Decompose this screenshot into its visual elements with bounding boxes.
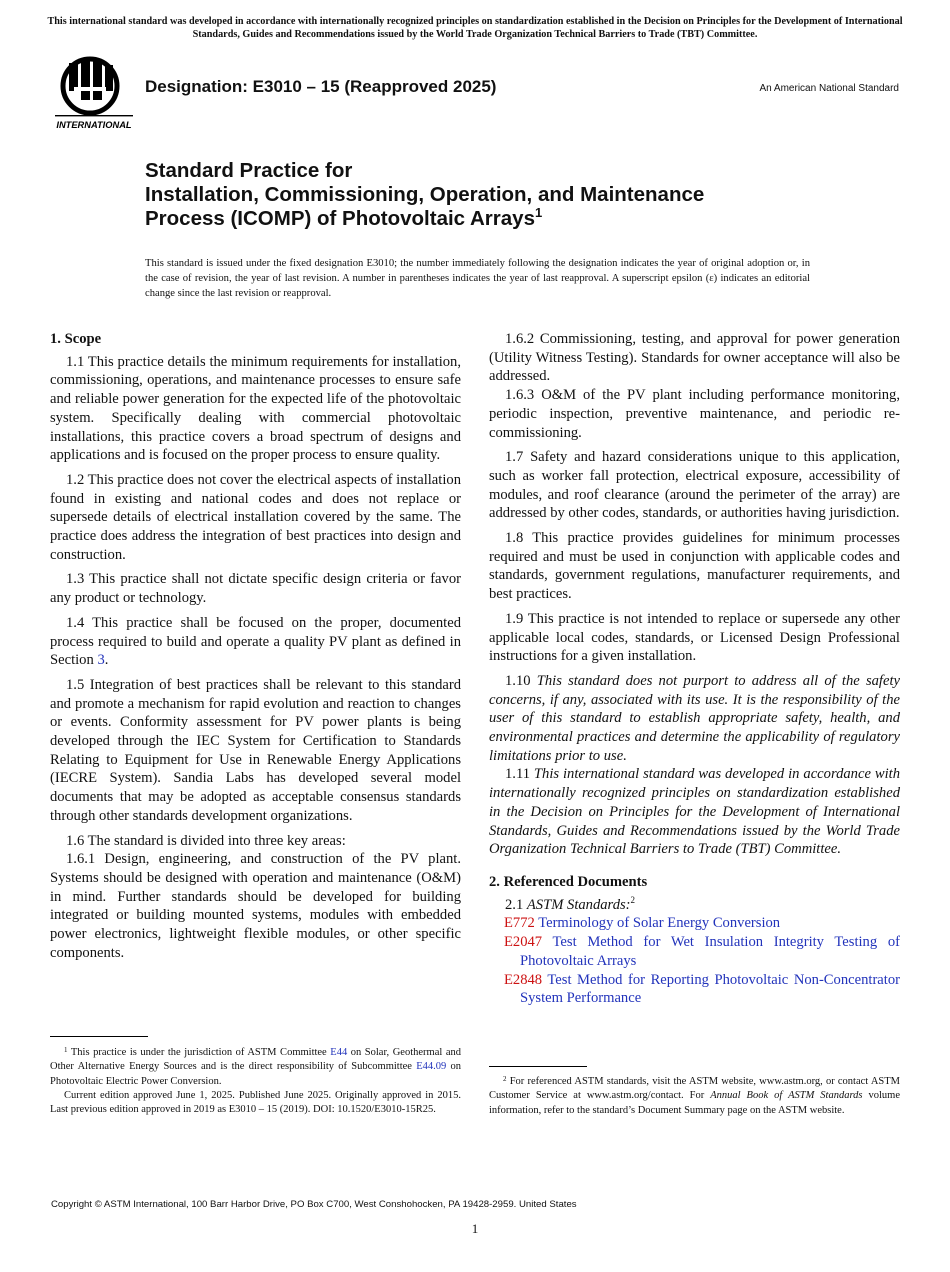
footnote-2: [489, 1075, 900, 1118]
section-1-7: 1.7 Safety and hazard considerations unique to this application, such as worker fall protection, electrical exposure, accessibility of modules, and roof clearance (around the perimeter of the array) are addressed by other codes, standards, or authorities having jurisdiction.: [489, 449, 900, 522]
footnote-1-part-b: on Solar, Geothermal and Other Alternative Energy Sources and is the direct responsibility of Subcommittee: [50, 1047, 461, 1073]
section-1-11: [489, 765, 900, 859]
section-1-10-text: This standard does not purport to address all of the safety concerns, if any, associated with its use. It is the responsibility of the user of this standard to establish appropriate safety, health, and environmental practices and determine the applicability of regulatory limitations prior to use.: [489, 672, 900, 764]
section-2-1: [489, 896, 900, 915]
section-1-10: [489, 672, 900, 766]
footnote-1: [50, 1046, 461, 1117]
e44-09-link[interactable]: E44.09: [416, 1061, 447, 1073]
national-standard-label: An American National Standard: [759, 83, 899, 94]
section-1-11-number: 1.11: [505, 766, 534, 783]
section-1-11-text: This international standard was developed in accordance with internationally recognized principles on standardization established in the Decision on Principles for the Development of International Standards, Guides and Recommendations issued by the World Trade Organization Technical Barriers to Trade (TBT) Committee.: [489, 766, 900, 858]
section-1-9: 1.9 This practice is not intended to replace or supersede any other applicable local codes, standards, or Licensed Design Professional instructions for a given installation.: [489, 610, 900, 665]
footnote-rule-right: [489, 1066, 587, 1067]
reference-item[interactable]: [489, 914, 900, 933]
section-1-6-2: 1.6.2 Commissioning, testing, and approval for power generation (Utility Witness Testing). Standards for owner acceptance will also be addressed.: [489, 331, 900, 385]
reference-code[interactable]: E2047: [504, 934, 543, 951]
copyright-notice: Copyright © ASTM International, 100 Barr Harbor Drive, PO Box C700, West Conshohocken, PA 19428-2959. United States: [51, 1199, 577, 1210]
section-1-4-text: 1.4 This practice shall be focused on the proper, documented process required to build and operate a quality PV plant as defined in Section: [50, 614, 461, 669]
footnote-2-mark: 2: [503, 1075, 507, 1083]
footnote-1-part-c: on Photovoltaic Electric Power Conversion.: [50, 1061, 461, 1087]
logo-text: INTERNATIONAL: [56, 120, 132, 130]
page-number: 1: [471, 1221, 479, 1236]
astm-standards-label: ASTM Standards:: [526, 896, 631, 913]
reference-title[interactable]: Terminology of Solar Energy Conversion: [538, 915, 781, 932]
footnote-2-part-b: volume information, refer to the standard’s Document Summary page on the ASTM website.: [489, 1090, 900, 1116]
section-2-1-number: 2.1: [505, 896, 527, 913]
astm-international-logo-icon: [52, 56, 136, 132]
section-1-6-1: 1.6.1 Design, engineering, and construction of the PV plant. Systems should be designed with operation and maintenance (O&M) in mind. Further standards should be developed for building integrated or building mounted systems, modules with embedded power electronics, lightweight flexible modules, or other specific components.: [50, 851, 461, 961]
footnote-1-edition: Current edition approved June 1, 2025. Published June 2025. Originally approved in 2015. Last previous edition approved in 2019 as E3010 – 15 (2019). DOI: 10.1520/E3010-15R25.: [50, 1089, 461, 1116]
section-1-2: 1.2 This practice does not cover the electrical aspects of installation found in existing and national codes and does not replace or supersede details of electrical installation covered by the same. The practice does address the integration of best practices into design and construction.: [50, 471, 461, 563]
section-1-3: 1.3 This practice shall not dictate specific design criteria or favor any product or technology.: [50, 571, 461, 607]
section-1-4-end: .: [104, 652, 109, 669]
reference-item[interactable]: [489, 933, 900, 970]
section-1-8: 1.8 This practice provides guidelines for minimum processes required and must be used in conjunction with applicable codes and standards, government regulations, manufacturer requirements, and best practices.: [489, 530, 900, 603]
reference-code[interactable]: E772: [504, 915, 535, 932]
title-line-2: Installation, Commissioning, Operation, and Maintenance: [145, 183, 705, 206]
footnote-2-italic: Annual Book of ASTM Standards: [710, 1090, 863, 1102]
document-title: [145, 159, 865, 231]
footnote-2-text: [489, 1075, 900, 1118]
issued-note: This standard is issued under the fixed designation E3010; the number immediately following the designation indicates the year of original adoption or, in the case of revision, the year of last revision. A number in parentheses indicates the year of last reapproval. A superscript epsilon (ε) indicates an editorial change since the last revision or reapproval.: [145, 258, 810, 299]
footnote-1-text: [50, 1046, 461, 1089]
reference-title[interactable]: Test Method for Wet Insulation Integrity Testing of Photovoltaic Arrays: [520, 934, 900, 969]
scope-heading: 1. Scope: [50, 331, 102, 347]
section-1-5: 1.5 Integration of best practices shall be relevant to this standard and promote a mechanism for rapid evolution and reaction to changes or events. Conformity assessment for PV power plants is being developed through the IEC System for Certification to Standards Relating to Equipment for Use in Renewable Energy Applications (IECRE System). Sandia Labs has developed several model documents that may be adopted as acceptable consensus standards through other standards development organizations.: [50, 676, 461, 824]
footnote-2-ref-mark: 2: [630, 894, 636, 905]
section-1-1: 1.1 This practice details the minimum requirements for installation, commissioning, operations, and maintenance processes to ensure safe and reliable power generation for the expected life of the photovoltaic system. Specifically dealing with commercial photovoltaic installations, this practice covers a broad spectrum of designs and applications and is focused on the proper process to ensure quality.: [50, 353, 461, 464]
section-1-4: [50, 614, 461, 670]
footnote-1-part-a: This practice is under the jurisdiction of ASTM Committee: [67, 1047, 331, 1058]
e44-link[interactable]: E44: [330, 1047, 348, 1058]
section-1-6: 1.6 The standard is divided into three key areas:: [66, 832, 346, 849]
left-column: [50, 330, 461, 963]
footnote-2-part-a: For referenced ASTM standards, visit the ASTM website, www.astm.org, or contact ASTM Customer Service at www.astm.org/contact. For: [489, 1076, 900, 1102]
section-3-link[interactable]: 3: [97, 652, 105, 669]
section-1-10-number: 1.10: [505, 672, 537, 689]
designation: Designation: E3010 – 15 (Reapproved 2025): [145, 77, 497, 96]
footnote-rule-left: [50, 1036, 148, 1037]
right-column: [489, 330, 900, 1008]
wto-notice: This international standard was developed in accordance with internationally recognized principles on standardization established in the Decision on Principles for the Development of International Standards, Guides and Recommendations issued by the World Trade Organization Technical Barriers to Trade (TBT) Committee.: [47, 16, 903, 40]
title-line-1: Standard Practice for: [145, 159, 353, 182]
title-line-3: [145, 207, 865, 231]
reference-title[interactable]: Test Method for Reporting Photovoltaic Non-Concentrator System Performance: [520, 971, 900, 1007]
section-1-6-3: 1.6.3 O&M of the PV plant including performance monitoring, periodic inspection, preventive maintenance, and periodic re-commissioning.: [489, 387, 900, 441]
title-footnote-mark: 1: [534, 205, 543, 220]
referenced-documents-heading: 2. Referenced Documents: [489, 873, 648, 890]
reference-item[interactable]: [489, 971, 900, 1008]
title-line-3-text: Process (ICOMP) of Photovoltaic Arrays: [145, 207, 535, 230]
footnote-1-mark: 1: [64, 1046, 68, 1054]
reference-code[interactable]: E2848: [504, 971, 543, 988]
